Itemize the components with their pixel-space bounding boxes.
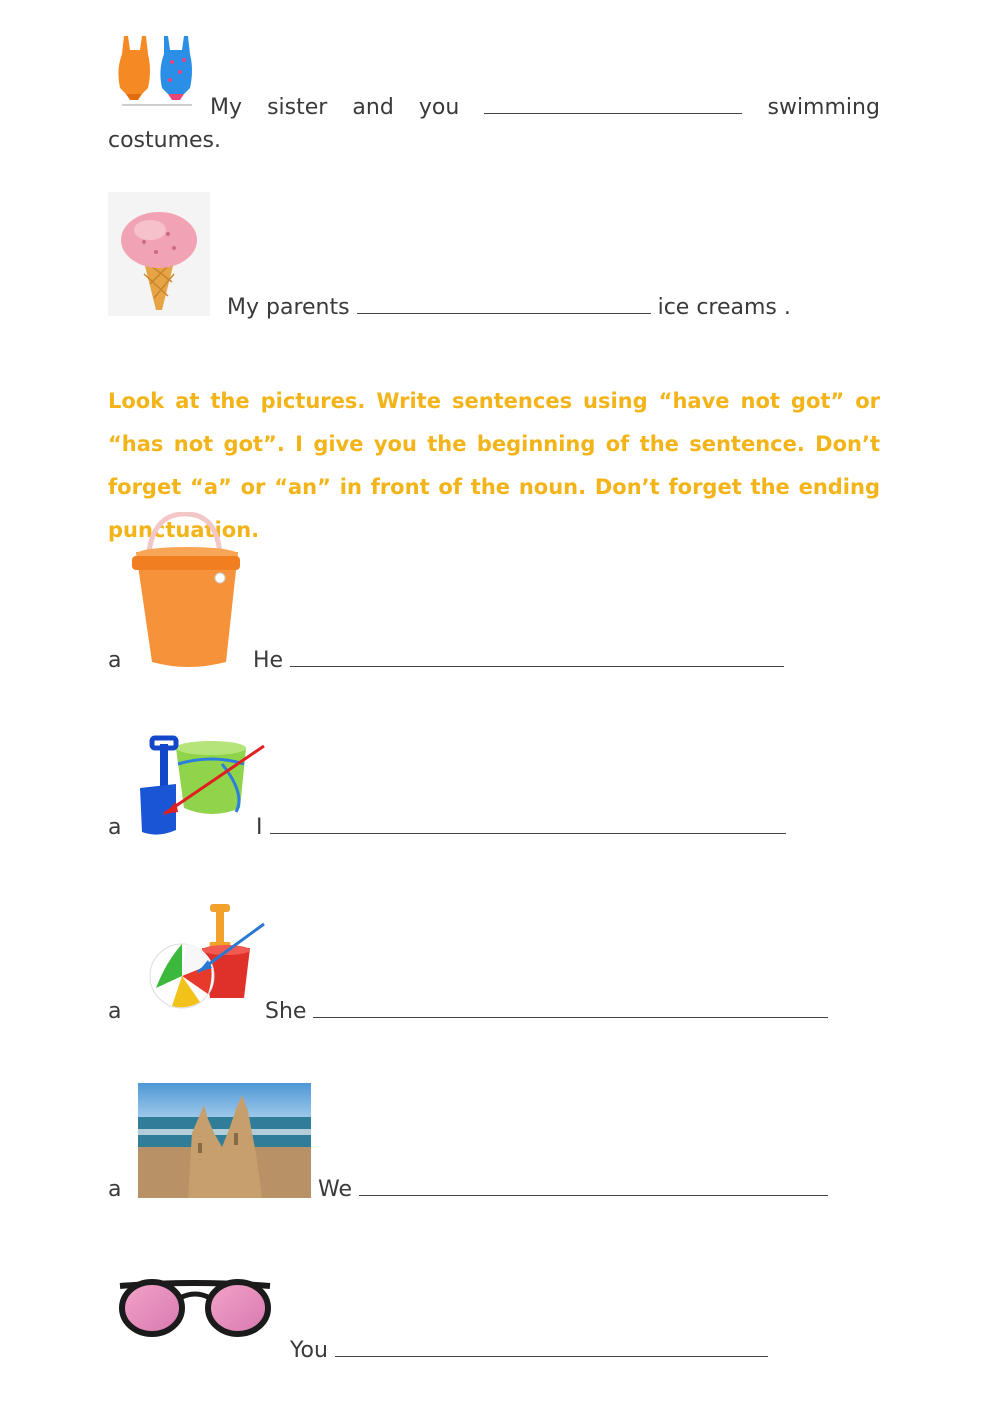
- word: you: [418, 95, 460, 120]
- answer-blank-4[interactable]: [270, 831, 786, 834]
- answer-blank-2[interactable]: [357, 311, 651, 314]
- row-3-sentence: [265, 999, 828, 1025]
- row-subject: We: [318, 1177, 352, 1202]
- bucket-picture: [128, 512, 242, 672]
- answer-blank-3[interactable]: [290, 664, 784, 667]
- swimsuits-picture: [112, 30, 204, 108]
- ice-cream-icon: [108, 192, 210, 316]
- answer-blank-6[interactable]: [359, 1193, 828, 1196]
- sandcastle-icon: [138, 1083, 311, 1198]
- beach-ball-picture: [146, 902, 268, 1018]
- word: swimming: [767, 95, 880, 120]
- bucket-icon: [128, 512, 242, 672]
- row-subject: He: [253, 648, 284, 673]
- sunglasses-icon: [118, 1278, 272, 1340]
- row-4-sentence: [318, 1177, 828, 1203]
- item1-line2: costumes.: [108, 128, 222, 153]
- sandcastle-picture: [138, 1083, 311, 1198]
- row-4-article: a: [108, 1177, 122, 1202]
- sunglasses-picture: [118, 1278, 272, 1340]
- row-3-article: a: [108, 999, 122, 1024]
- row-2-article: a: [108, 815, 122, 840]
- word: My: [210, 95, 243, 120]
- swimsuit-icon: [112, 30, 204, 108]
- word: and: [352, 95, 394, 120]
- row-1-sentence: [253, 648, 784, 674]
- spade-picture: [136, 734, 266, 838]
- row-subject: She: [265, 999, 307, 1024]
- ice-cream-picture: [108, 192, 210, 316]
- sentence-end: ice creams .: [657, 295, 791, 320]
- row-subject: You: [290, 1338, 328, 1363]
- answer-blank-1[interactable]: [484, 111, 742, 114]
- instructions: Look at the pictures. Write sentences using “have not got” or “has not got”. I give you the beginning of the sentence. Don’t forget “a” or “an” in front of the noun. Don’t forget the ending punctuation.: [108, 389, 880, 542]
- row-2-sentence: [256, 815, 786, 841]
- spade-icon: [136, 734, 266, 838]
- sentence-start: My parents: [227, 295, 350, 320]
- answer-blank-7[interactable]: [335, 1354, 768, 1357]
- answer-blank-5[interactable]: [313, 1015, 828, 1018]
- beach-ball-icon: [146, 902, 268, 1018]
- word: sister: [267, 95, 328, 120]
- item1-line1: [210, 95, 880, 121]
- row-subject: I: [256, 815, 263, 840]
- row-5-sentence: [290, 1338, 768, 1364]
- item2-line: [227, 295, 791, 321]
- row-1-article: a: [108, 648, 122, 673]
